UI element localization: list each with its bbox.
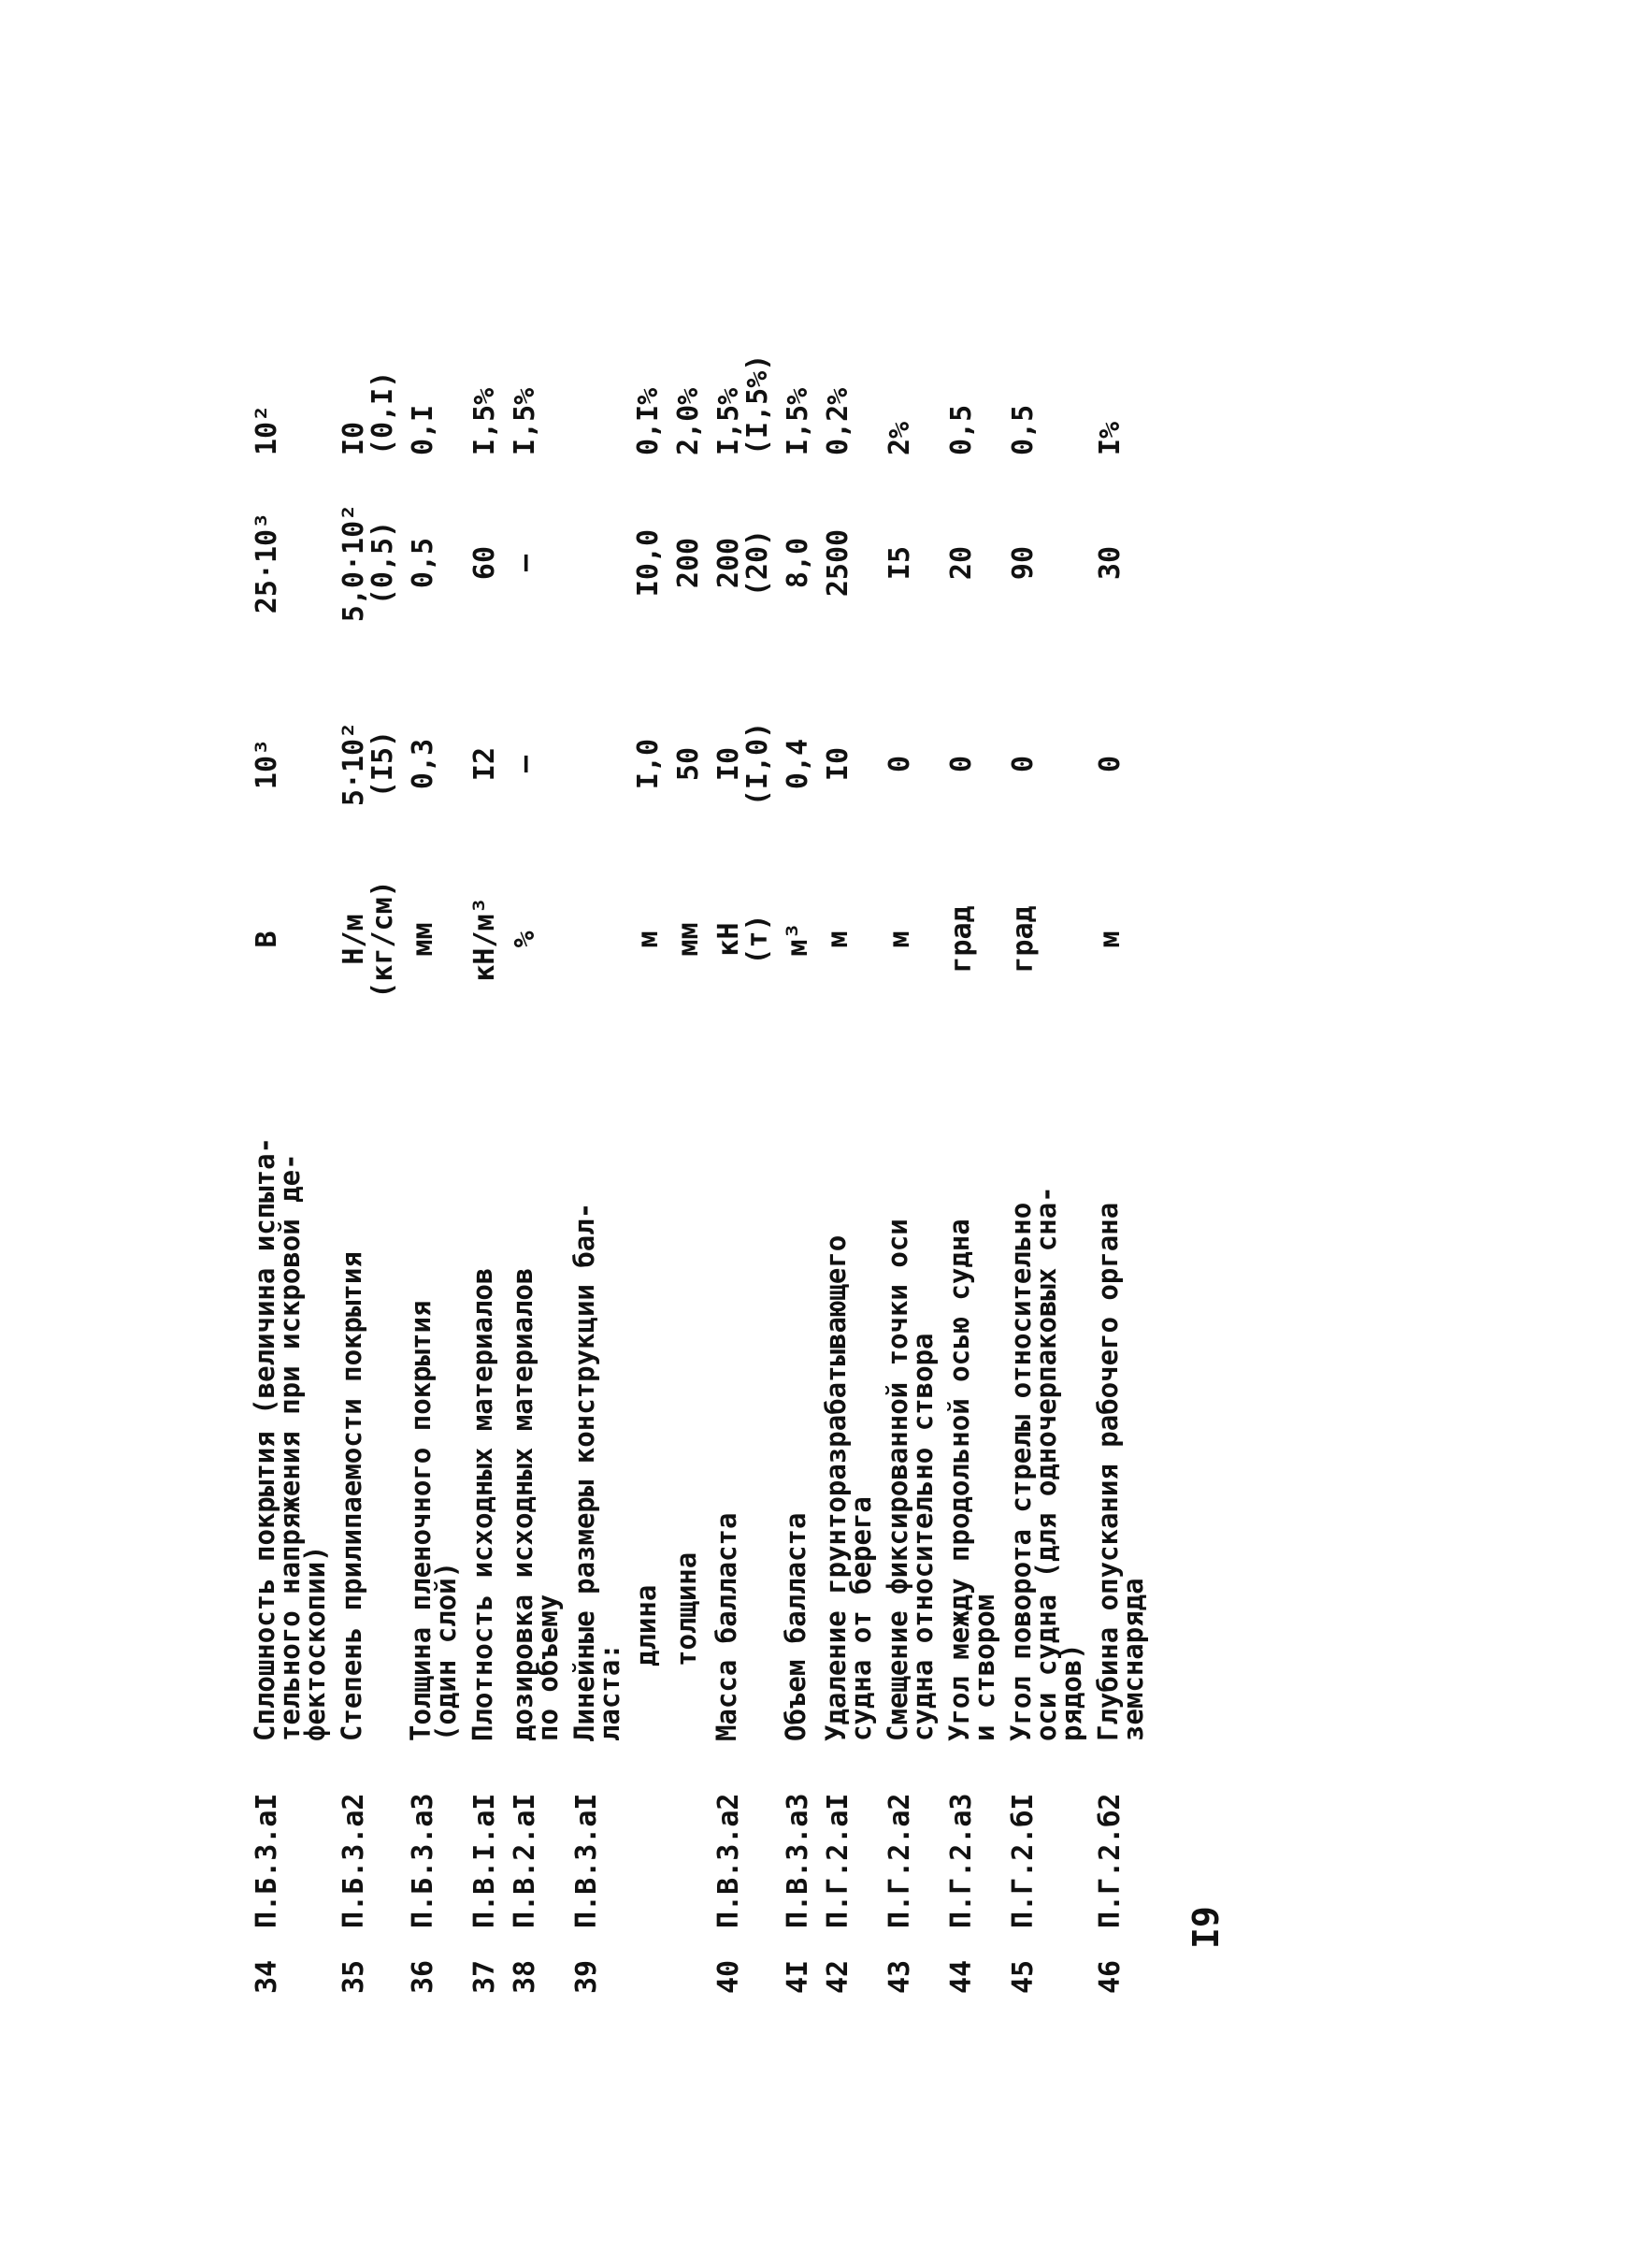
value-min: 0 bbox=[883, 755, 916, 773]
table-row bbox=[252, 296, 339, 1994]
row-code bbox=[674, 1741, 714, 1928]
unit: мм bbox=[672, 922, 705, 957]
row-code: П.Г.2.а2 bbox=[883, 1793, 916, 1928]
row-number: 37 bbox=[468, 1959, 501, 1994]
row-number: 43 bbox=[883, 1959, 916, 1994]
value-accuracy: 0,5 bbox=[1007, 404, 1040, 455]
value-max: 8,0 bbox=[782, 537, 814, 589]
row-code: П.Г.2.б2 bbox=[1094, 1793, 1127, 1928]
table-row bbox=[634, 296, 674, 1994]
row-number: 36 bbox=[407, 1959, 439, 1994]
unit: м bbox=[883, 931, 916, 948]
unit bbox=[572, 858, 634, 1021]
value-max: 25·10³ bbox=[251, 512, 283, 614]
table-row bbox=[783, 296, 824, 1994]
row-code: П.Б.3.а3 bbox=[407, 1793, 439, 1928]
row-code: П.Г.2.а3 bbox=[945, 1793, 978, 1928]
table-row bbox=[470, 296, 510, 1994]
unit: м bbox=[1094, 931, 1127, 948]
row-number: 40 bbox=[712, 1959, 745, 1994]
row-number: 44 bbox=[945, 1959, 978, 1994]
unit: В bbox=[251, 931, 283, 948]
value-max: 2500 bbox=[822, 528, 855, 598]
value-max bbox=[572, 455, 634, 671]
value-max: I5 bbox=[883, 545, 916, 581]
row-code: П.Б.3.аI bbox=[251, 1793, 283, 1928]
value-accuracy: 2,0% bbox=[672, 387, 705, 455]
row-code: П.В.3.а2 bbox=[712, 1793, 745, 1928]
value-accuracy: 2% bbox=[883, 421, 916, 455]
value-accuracy: I,5% bbox=[782, 387, 814, 455]
table-row bbox=[824, 296, 885, 1994]
unit: мм bbox=[407, 922, 439, 957]
value-accuracy: 0,I bbox=[407, 404, 439, 455]
row-number bbox=[674, 1928, 714, 1994]
row-number: 42 bbox=[822, 1959, 855, 1994]
value-min: 0 bbox=[1094, 755, 1127, 773]
table-row bbox=[510, 296, 572, 1994]
row-number: 35 bbox=[338, 1959, 370, 1994]
parameter-name: Плотность исходных материалов bbox=[467, 1267, 498, 1741]
parameter-name: Степень прилипаемости покрытия bbox=[336, 1251, 367, 1741]
unit: % bbox=[509, 931, 541, 948]
table-row bbox=[572, 296, 634, 1994]
unit: м bbox=[822, 931, 855, 948]
value-min: 50 bbox=[672, 746, 705, 782]
value-max: 200 (20) bbox=[712, 528, 774, 598]
value-max: 90 bbox=[1007, 545, 1040, 581]
parameter-name: Смещение фиксированной точки оси судна относительно створа bbox=[882, 1219, 939, 1741]
unit: кН/м³ bbox=[468, 897, 501, 982]
row-number: 39 bbox=[570, 1959, 603, 1994]
row-code: П.Г.2.бI bbox=[1007, 1793, 1040, 1928]
unit: м bbox=[632, 931, 665, 948]
parameters-table bbox=[249, 296, 1157, 1994]
value-accuracy: 0,2% bbox=[822, 387, 855, 455]
row-number bbox=[634, 1928, 674, 1994]
unit: кН (т) bbox=[712, 914, 774, 965]
row-number: 34 bbox=[251, 1959, 283, 1994]
value-min: I0 (I,0) bbox=[712, 721, 774, 807]
value-min bbox=[572, 671, 634, 858]
unit: град bbox=[1007, 905, 1040, 974]
value-accuracy: I,5% (I,5%) bbox=[712, 353, 774, 455]
value-max: 20 bbox=[945, 545, 978, 581]
table-body bbox=[249, 296, 1157, 1994]
parameter-name: Угол поворота стрелы относительно оси судна (для одночерпаковых сна- рядов) bbox=[1005, 1186, 1087, 1741]
parameter-name: толщина bbox=[670, 1551, 702, 1666]
row-number: 38 bbox=[509, 1959, 541, 1994]
value-min: I,0 bbox=[632, 738, 665, 790]
row-code: П.В.3.а3 bbox=[782, 1793, 814, 1928]
parameter-name: длина bbox=[630, 1584, 662, 1666]
value-min: 0 bbox=[945, 755, 978, 773]
table-row bbox=[409, 296, 470, 1994]
parameter-name: Толщина пленочного покрытия (один слой) bbox=[405, 1300, 462, 1741]
value-min: – bbox=[509, 755, 541, 773]
value-max: I0,0 bbox=[632, 528, 665, 598]
unit: Н/м (кг/см) bbox=[338, 880, 399, 999]
value-min: 0,4 bbox=[782, 738, 814, 790]
table-row bbox=[1096, 296, 1157, 1994]
parameter-name: Угол между продольной осью судна и створом bbox=[943, 1219, 1000, 1741]
parameter-name: дозировка исходных материалов по объему bbox=[507, 1267, 564, 1741]
table-row bbox=[674, 296, 714, 1994]
row-number: 45 bbox=[1007, 1959, 1040, 1994]
parameter-name: Удаление грунторазрабатывающего судна от берега bbox=[820, 1234, 877, 1741]
page-number: I9 bbox=[1185, 1906, 1227, 1949]
row-code: П.Г.2.аI bbox=[822, 1793, 855, 1928]
value-max: 5,0·10² (0,5) bbox=[338, 503, 399, 623]
parameter-name: Глубина опускания рабочего органа земснаряда bbox=[1092, 1202, 1149, 1741]
unit: град bbox=[945, 905, 978, 974]
value-accuracy: I0 (0,I) bbox=[338, 370, 399, 455]
value-max: 60 bbox=[468, 545, 501, 581]
table-row bbox=[714, 296, 783, 1994]
table-row bbox=[339, 296, 409, 1994]
value-max: – bbox=[509, 554, 541, 572]
value-min: 10³ bbox=[251, 738, 283, 790]
value-accuracy: I,5% bbox=[468, 387, 501, 455]
row-code: П.В.3.аI bbox=[570, 1793, 603, 1928]
value-max: 200 bbox=[672, 537, 705, 589]
row-number: 4I bbox=[782, 1959, 814, 1994]
value-min: I2 bbox=[468, 746, 501, 782]
table-row bbox=[885, 296, 947, 1994]
row-code: П.Б.3.а2 bbox=[338, 1793, 370, 1928]
parameter-name: Линейные размеры конструкции бал- ласта: bbox=[568, 1202, 625, 1741]
row-code bbox=[634, 1741, 674, 1928]
value-accuracy: 0,5 bbox=[945, 404, 978, 455]
parameter-name: Объем балласта bbox=[780, 1512, 812, 1741]
parameter-name: Сплошность покрытия (величина испыта- тельного напряжения при искровой де- фектоскопии) bbox=[249, 1136, 331, 1741]
value-accuracy: I,5% bbox=[509, 387, 541, 455]
value-min: 0,3 bbox=[407, 738, 439, 790]
unit: м³ bbox=[782, 922, 814, 957]
parameter-name: Масса балласта bbox=[711, 1512, 742, 1741]
value-accuracy bbox=[572, 296, 634, 455]
table-row bbox=[947, 296, 1009, 1994]
row-code: П.В.I.аI bbox=[468, 1793, 501, 1928]
value-min: 5·10² (I5) bbox=[338, 721, 399, 807]
value-accuracy: 0,I% bbox=[632, 387, 665, 455]
table-row bbox=[1009, 296, 1096, 1994]
value-accuracy: I% bbox=[1094, 421, 1127, 455]
row-code: П.В.2.аI bbox=[509, 1793, 541, 1928]
value-max: 30 bbox=[1094, 545, 1127, 581]
value-min: I0 bbox=[822, 746, 855, 782]
value-accuracy: 10² bbox=[251, 404, 283, 455]
value-max: 0,5 bbox=[407, 537, 439, 589]
row-number: 46 bbox=[1094, 1959, 1127, 1994]
value-min: 0 bbox=[1007, 755, 1040, 773]
